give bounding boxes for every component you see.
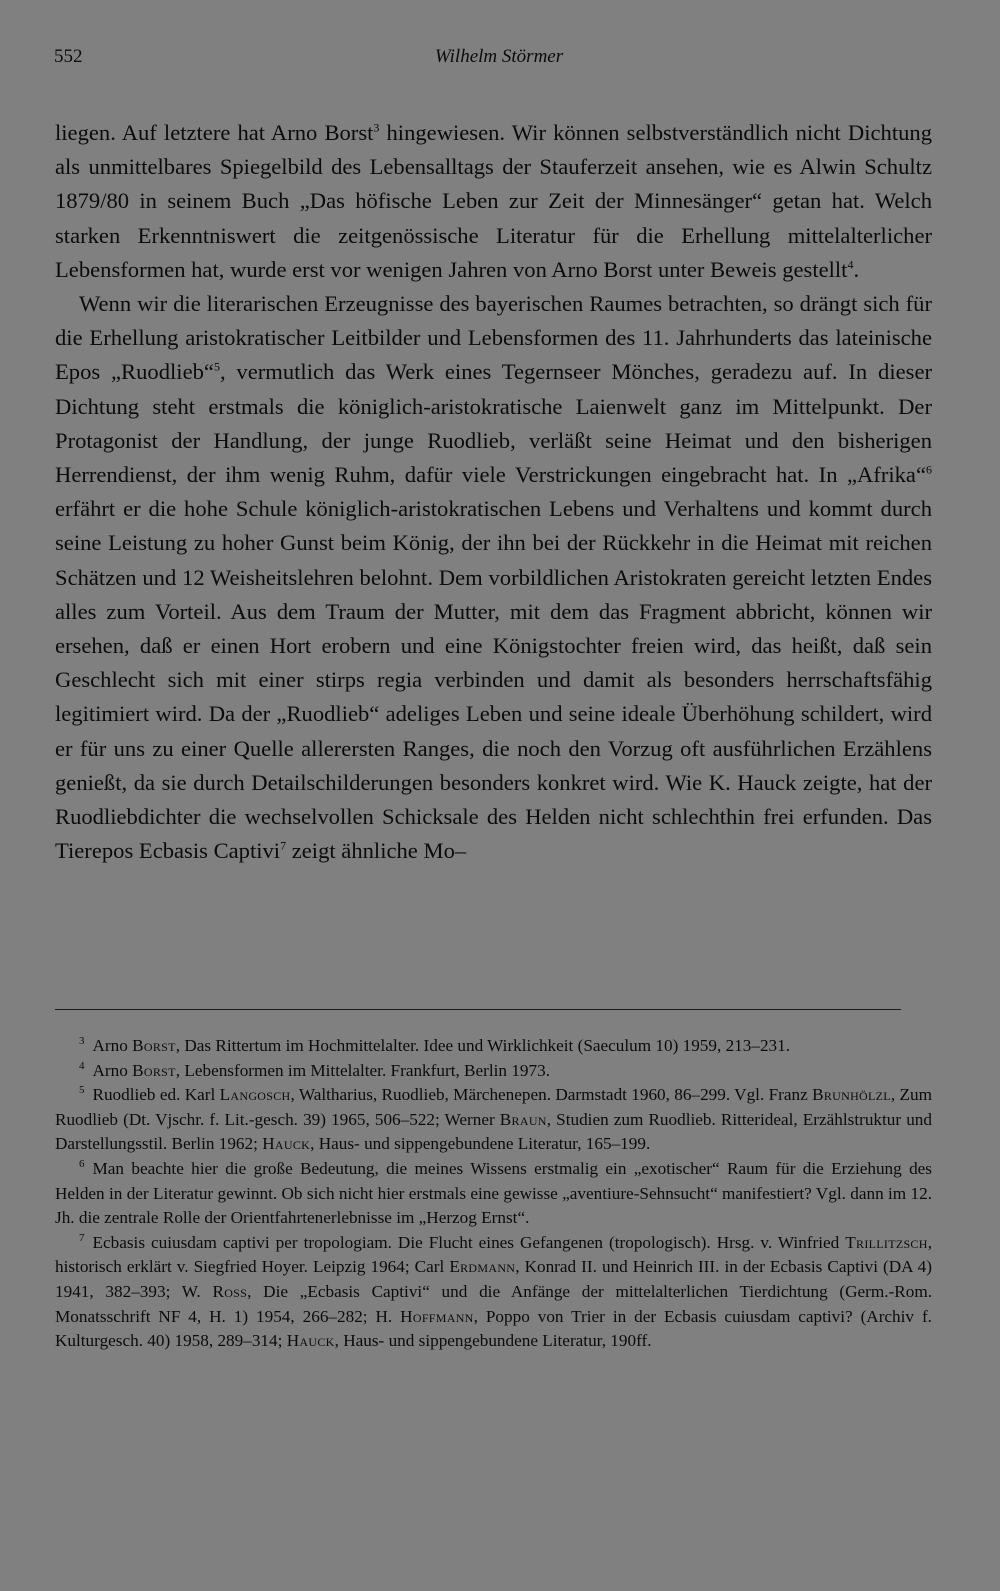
footnote-divider [55,1009,901,1010]
footnote-7: $^7$ Ecbasis cuiusdam captivi per tropologiam. Die Flucht eines Gefangenen (tropologisch). Hrsg. v. Winfried Trillitzsch, historisch erklärt v. Siegfried Hoyer. Leipzig 1964; Carl Erdmann, Konrad II. und Heinrich III. in der Ecbasis Captivi (DA 4) 1941, 382–393; W. Ross, Die „Ecbasis Captivi“ und die Anfänge der mittelalterlichen Tierdichtung (Germ.-Rom. Monatsschrift NF 4, H. 1) 1954, 266–282; H. Hoffmann, Poppo von Trier in der Ecbasis cuiusdam captivi? (Archiv f. Kulturgesch. 40) 1958, 289–314; Hauck, Haus- und sippengebundene Literatur, 190ff. [55,1232,933,1351]
footnote-6: $^6$ Man beachte hier die große Bedeutung, die meines Wissens erstmalig ein „exotischer“ Raum für die Erziehung des Helden in der Literatur gewinnt. Ob sich nicht hier erstmals eine gewisse „aventiure-Sehnsucht“ manifestiert? Vgl. dann im 12. Jh. die zentrale Rolle der Orientfahrtenerlebnisse im „Herzog Ernst“. [55,1158,932,1228]
paragraph-1: liegen. Auf letztere hat Arno Borst$^3$ hingewiesen. Wir können selbstverständlich nicht Dichtung als unmittelbares Spiegelbild des Lebensalltags der Stauferzeit ansehen, wie es Alwin Schultz 1879/80 in seinem Buch „Das höfische Leben zur Zeit der Minnesänger“ getan hat. Welch starken Erkenntniswert die zeitgenössische Literatur für die Erhellung mittelalterlicher Lebensformen hat, wurde erst vor wenigen Jahren von Arno Borst unter Beweis gestellt$^4$. [55,120,932,282]
footnote-4: $^4$ Arno Borst, Lebensformen im Mittelalter. Frankfurt, Berlin 1973. [79,1059,550,1080]
footnote-ref-6[interactable]: 6 [926,462,932,477]
footnote-ref-4[interactable]: 4 [847,257,854,272]
paragraph-2: Wenn wir die literarischen Erzeugnisse des bayerischen Raumes betrachten, so drängt sich für die Erhellung aristokratischer Leitbilder und Lebensformen des 11. Jahrhunderts das lateinische Epos „Ruodlieb“$^5$, vermutlich das Werk eines Tegernseer Mönches, geradezu auf. In dieser Dichtung steht erstmals die königlich-aristokratische Laienwelt ganz im Mittelpunkt. Der Protagonist der Handlung, der junge Ruodlieb, verläßt seine Heimat und den bisherigen Herrendienst, der ihm wenig Ruhm, dafür viele Verstrickungen eingebracht hat. In „Afrika“$^6$ erfährt er die hohe Schule königlich-aristokratischen Lebens und Verhaltens und kommt durch seine Leistung zu hoher Gunst beim König, der ihn bei der Rückkehr in die Heimat mit reichen Schätzen und 12 Weisheitslehren belohnt. Dem vorbildlichen Aristokraten gereicht letzten Endes alles zum Vorteil. Aus dem Traum der Mutter, mit dem das Fragment abbricht, können wir ersehen, daß er einen Hort erobern und eine Königstochter freien wird, das heißt, daß sein Geschlecht sich mit einer stirps regia verbinden und damit als besonders herrschaftsfähig legitimiert wird. Da der „Ruodlieb“ adeliges Leben und seine ideale Überhöhung schildert, wird er für uns zu einer Quelle allerersten Ranges, die noch den Vorzug oft ausführlichen Erzählens genießt, da sie durch Detailschilderungen besonders konkret wird. Wie K. Hauck zeigte, hat der Ruodliebdichter die wechselvollen Schicksale des Helden nicht schlechthin frei erfunden. Das Tierepos Ecbasis Captivi$^7$ zeigt ähnliche Mo– [55,291,933,864]
footnote-ref-7[interactable]: 7 [280,838,287,853]
running-title: Wilhelm Störmer [434,46,564,67]
page-number: 552 [54,46,83,67]
page-header [54,46,944,74]
footnote-ref-3[interactable]: 3 [373,120,380,135]
main-text [55,116,932,868]
footnotes [55,1034,932,1354]
footnote-3: $^3$ Arno Borst, Das Rittertum im Hochmittelalter. Idee und Wirklichkeit (Saeculum 10) 1959, 213–231. [79,1035,791,1055]
footnote-ref-5[interactable]: 5 [213,359,220,374]
footnote-5: $^5$ Ruodlieb ed. Karl Langosch, Waltharius, Ruodlieb, Märchenepen. Darmstadt 1960, 86–299. Vgl. Franz Brunhölzl, Zum Ruodlieb (Dt. Vjschr. f. Lit.-gesch. 39) 1965, 506–522; Werner Braun, Studien zum Ruodlieb. Ritterideal, Erzählstruktur und Darstellungsstil. Berlin 1962; Hauck, Haus- und sippengebundene Literatur, 165–199. [55,1084,933,1154]
